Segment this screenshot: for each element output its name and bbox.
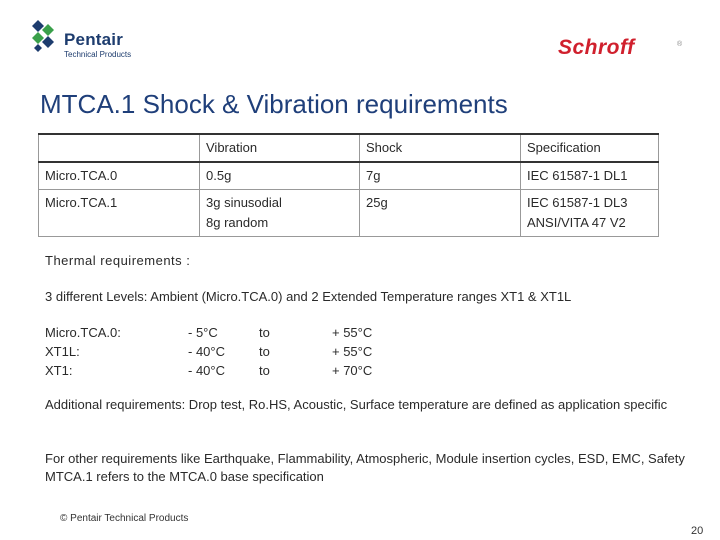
- shock-vibration-table: [38, 133, 659, 237]
- table-cell-name: Micro.TCA.1: [39, 190, 200, 237]
- range-high: + 55°C: [332, 325, 373, 340]
- range-low: - 40°C: [188, 363, 225, 378]
- range-name: Micro.TCA.0:: [45, 325, 121, 340]
- table-cell-shock: 7g: [360, 162, 521, 190]
- thermal-heading: Thermal requirements :: [45, 253, 191, 268]
- range-high: + 55°C: [332, 344, 373, 359]
- table-header-cell: [39, 134, 200, 162]
- pentair-logo-mark-icon: [30, 18, 58, 54]
- table-cell-name: Micro.TCA.0: [39, 162, 200, 190]
- thermal-range-highs: [332, 323, 372, 380]
- cell-line: ANSI/VITA 47 V2: [527, 215, 626, 230]
- additional-requirements: Additional requirements: Drop test, Ro.HS, Acoustic, Surface temperature are defined as application specific: [45, 397, 668, 412]
- table-header-cell: Vibration: [200, 134, 360, 162]
- table-cell-spec: [521, 162, 659, 190]
- pentair-logo: [30, 18, 165, 64]
- registered-mark: ®: [677, 41, 683, 48]
- cell-line: 0.5g: [206, 168, 232, 183]
- range-name: XT1:: [45, 363, 73, 378]
- table-row: [39, 190, 659, 237]
- schroff-logo: Schroff: [558, 36, 635, 59]
- thermal-range-names: [45, 323, 121, 380]
- footer-copyright: © Pentair Technical Products: [60, 513, 189, 524]
- cell-line: IEC 61587-1 DL3: [527, 195, 628, 210]
- thermal-levels-text: 3 different Levels: Ambient (Micro.TCA.0) and 2 Extended Temperature ranges XT1 & XT1L: [45, 289, 572, 304]
- page-number: 20: [691, 525, 704, 537]
- table-cell-shock: 25g: [360, 190, 521, 237]
- brand-subtitle: Technical Products: [64, 50, 132, 59]
- thermal-range-tos: [259, 323, 270, 380]
- table-cell-spec: [521, 190, 659, 237]
- table-header-cell: Shock: [360, 134, 521, 162]
- range-to: to: [259, 325, 270, 340]
- range-to: to: [259, 344, 270, 359]
- range-low: - 40°C: [188, 344, 225, 359]
- brand-name: Pentair: [64, 30, 124, 49]
- table-cell-vibration: [200, 190, 360, 237]
- thermal-range-lows: [188, 323, 225, 380]
- table-header-cell: Specification: [521, 134, 659, 162]
- slide-title: MTCA.1 Shock & Vibration requirements: [40, 89, 508, 119]
- table-row: [39, 162, 659, 190]
- range-high: + 70°C: [332, 363, 373, 378]
- table-cell-vibration: [200, 162, 360, 190]
- table-header-row: [39, 134, 659, 162]
- cell-line: 8g random: [206, 215, 269, 230]
- range-name: XT1L:: [45, 344, 80, 359]
- range-low: - 5°C: [188, 325, 218, 340]
- range-to: to: [259, 363, 270, 378]
- cell-line: IEC 61587-1 DL1: [527, 168, 628, 183]
- cell-line: 3g sinusodial: [206, 195, 282, 210]
- other-requirements: For other requirements like Earthquake, Flammability, Atmospheric, Module insertion cycles, ESD, EMC, Safety MTCA.1 refers to the MTCA.0 base specification: [45, 451, 685, 484]
